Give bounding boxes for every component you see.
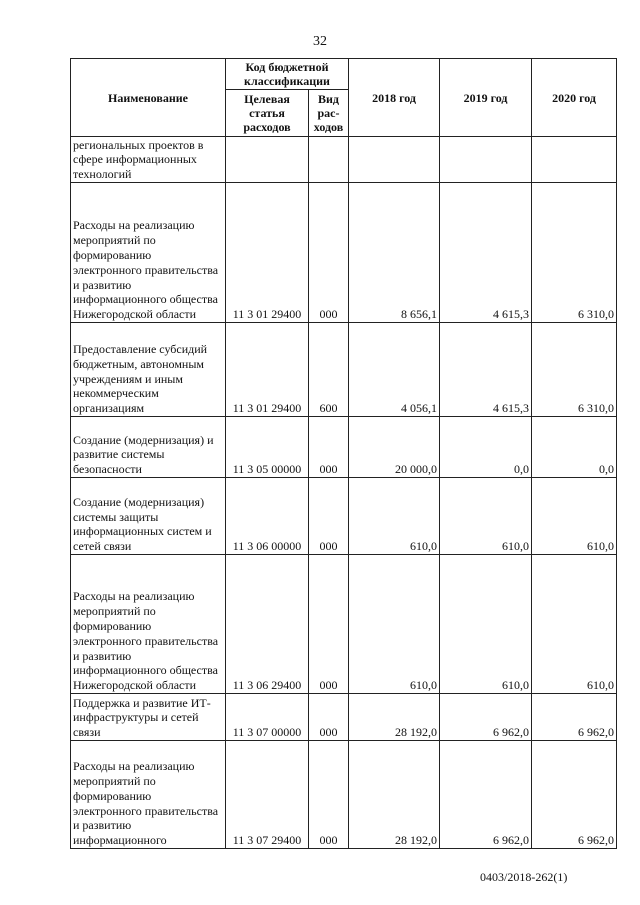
row-code: 11 3 01 29400 — [226, 183, 309, 323]
table-body — [71, 137, 617, 849]
row-code: 11 3 06 00000 — [226, 478, 309, 555]
row-2018: 28 192,0 — [349, 741, 440, 849]
table-header — [71, 59, 617, 137]
row-2018: 610,0 — [349, 555, 440, 694]
row-2019: 4 615,3 — [440, 323, 532, 417]
table-row — [71, 694, 617, 741]
table-row — [71, 137, 617, 183]
header-year-2019: 2019 год — [440, 59, 532, 137]
row-type: 000 — [309, 741, 349, 849]
row-name: Расходы на реализацию мероприятий по формированию электронного правительства и развитию информационного общества Нижегородской области — [71, 555, 226, 694]
row-code: 11 3 07 29400 — [226, 741, 309, 849]
row-code: 11 3 05 00000 — [226, 417, 309, 478]
row-name: Поддержка и развитие ИТ-инфраструктуры и сетей связи — [71, 694, 226, 741]
row-2020: 6 310,0 — [532, 183, 617, 323]
row-2018: 20 000,0 — [349, 417, 440, 478]
row-2019: 610,0 — [440, 478, 532, 555]
header-name: Наименование — [71, 59, 226, 137]
header-expense-type: Вид рас-ходов — [309, 90, 349, 137]
row-type: 000 — [309, 694, 349, 741]
row-code: 11 3 07 00000 — [226, 694, 309, 741]
row-type: 000 — [309, 555, 349, 694]
row-2020 — [532, 137, 617, 183]
page-number: 32 — [313, 34, 327, 49]
row-name: Создание (модернизация) системы защиты информационных систем и сетей связи — [71, 478, 226, 555]
row-2018: 610,0 — [349, 478, 440, 555]
row-name: Расходы на реализацию мероприятий по формированию электронного правительства и развитию информационного общества Нижегородской области — [71, 183, 226, 323]
row-2020: 6 310,0 — [532, 323, 617, 417]
row-2018: 28 192,0 — [349, 694, 440, 741]
row-2018: 4 056,1 — [349, 323, 440, 417]
row-code — [226, 137, 309, 183]
row-name: Предоставление субсидий бюджетным, автономным учреждениям и иным некоммерческим организациям — [71, 323, 226, 417]
header-target-article: Целевая статья расходов — [226, 90, 309, 137]
row-2019: 4 615,3 — [440, 183, 532, 323]
row-type — [309, 137, 349, 183]
row-code: 11 3 01 29400 — [226, 323, 309, 417]
row-type: 600 — [309, 323, 349, 417]
row-2020: 0,0 — [532, 417, 617, 478]
row-2019 — [440, 137, 532, 183]
table-row — [71, 323, 617, 417]
row-2019: 6 962,0 — [440, 741, 532, 849]
table-row — [71, 478, 617, 555]
row-name: региональных проектов в сфере информационных технологий — [71, 137, 226, 183]
row-2019: 610,0 — [440, 555, 532, 694]
table-row — [71, 183, 617, 323]
row-2020: 6 962,0 — [532, 741, 617, 849]
row-2018 — [349, 137, 440, 183]
header-year-2020: 2020 год — [532, 59, 617, 137]
row-2018: 8 656,1 — [349, 183, 440, 323]
row-2020: 6 962,0 — [532, 694, 617, 741]
row-type: 000 — [309, 417, 349, 478]
table-row — [71, 555, 617, 694]
row-type: 000 — [309, 183, 349, 323]
budget-table — [70, 58, 617, 849]
row-2020: 610,0 — [532, 555, 617, 694]
document-code: 0403/2018-262(1) — [480, 870, 568, 884]
header-budget-code: Код бюджетной классификации — [226, 59, 349, 90]
row-2019: 0,0 — [440, 417, 532, 478]
row-2020: 610,0 — [532, 478, 617, 555]
row-name: Расходы на реализацию мероприятий по формированию электронного правительства и развитию информационного — [71, 741, 226, 849]
table-row — [71, 741, 617, 849]
row-type: 000 — [309, 478, 349, 555]
row-code: 11 3 06 29400 — [226, 555, 309, 694]
row-name: Создание (модернизация) и развитие системы безопасности — [71, 417, 226, 478]
row-2019: 6 962,0 — [440, 694, 532, 741]
header-year-2018: 2018 год — [349, 59, 440, 137]
table-row — [71, 417, 617, 478]
